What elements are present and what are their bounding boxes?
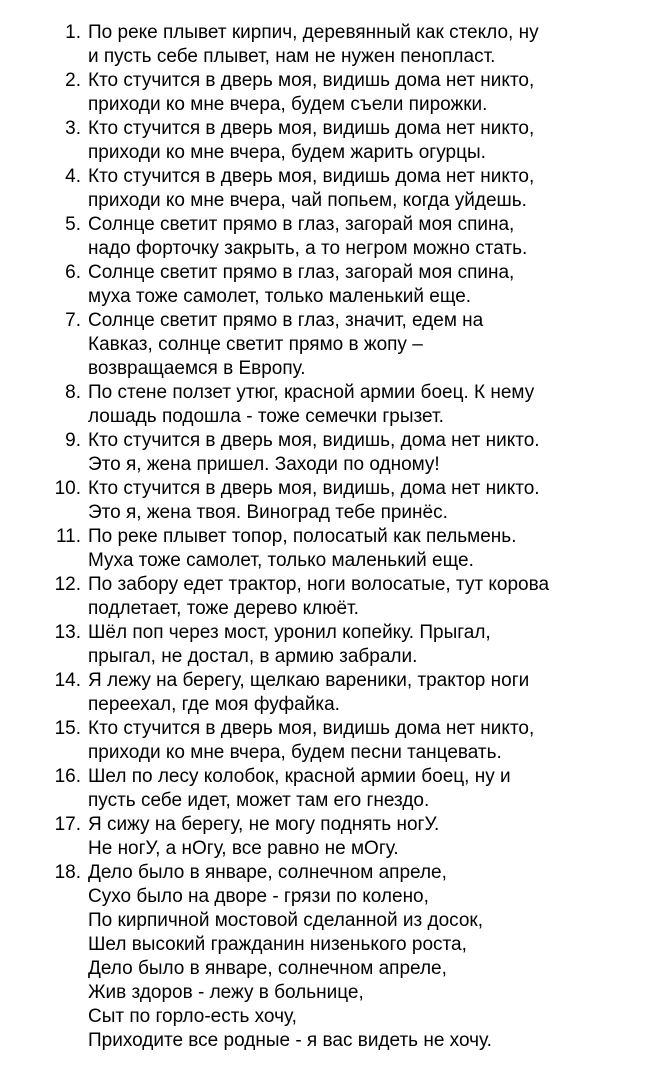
item-text-line: Сухо было на дворе - грязи по колено, bbox=[88, 886, 429, 907]
item-text-line: Кто стучится в дверь моя, видишь, дома нет никто. bbox=[88, 478, 540, 499]
item-text-line: Шел по лесу колобок, красной армии боец, ну и bbox=[88, 766, 511, 787]
item-number: 17. bbox=[54, 814, 81, 835]
item-number: 4. bbox=[65, 166, 81, 187]
item-text-line: Кто стучится в дверь моя, видишь дома нет никто, bbox=[88, 118, 535, 139]
list-item bbox=[0, 69, 653, 117]
item-number: 2. bbox=[65, 70, 81, 91]
item-number: 9. bbox=[65, 430, 81, 451]
numbered-list bbox=[0, 21, 653, 1053]
list-item bbox=[0, 525, 653, 573]
item-text-line: пусть себе идет, может там его гнездо. bbox=[88, 790, 430, 811]
item-text-line: прыгал, не достал, в армию забрали. bbox=[88, 646, 418, 667]
item-number: 18. bbox=[54, 862, 81, 883]
list-item bbox=[0, 213, 653, 261]
item-text-line: приходи ко мне вчера, будем жарить огурцы. bbox=[88, 142, 486, 163]
item-number: 6. bbox=[65, 262, 81, 283]
item-text-line: Жив здоров - лежу в больнице, bbox=[88, 982, 364, 1003]
item-number: 3. bbox=[65, 118, 81, 139]
item-text-line: переехал, где моя фуфайка. bbox=[88, 694, 340, 715]
item-number: 5. bbox=[65, 214, 81, 235]
item-text-line: По реке плывет кирпич, деревянный как стекло, ну bbox=[88, 22, 539, 43]
list-item bbox=[0, 765, 653, 813]
list-item bbox=[0, 813, 653, 861]
item-text-line: приходи ко мне вчера, будем песни танцевать. bbox=[88, 742, 502, 763]
list-item bbox=[0, 309, 653, 381]
list-item bbox=[0, 573, 653, 621]
item-text-line: Кто стучится в дверь моя, видишь дома нет никто, bbox=[88, 166, 535, 187]
item-text-line: приходи ко мне вчера, чай попьем, когда уйдешь. bbox=[88, 190, 527, 211]
item-number: 1. bbox=[65, 22, 81, 43]
item-text-line: лошадь подошла - тоже семечки грызет. bbox=[88, 406, 444, 427]
item-text-line: Шел высокий гражданин низенького роста, bbox=[88, 934, 467, 955]
list-item bbox=[0, 21, 653, 69]
item-number: 16. bbox=[54, 766, 81, 787]
item-number: 15. bbox=[54, 718, 81, 739]
list-item bbox=[0, 861, 653, 1053]
item-text-line: приходи ко мне вчера, будем съели пирожки. bbox=[88, 94, 488, 115]
item-text-line: надо форточку закрыть, а то негром можно стать. bbox=[88, 238, 528, 259]
item-text-line: Солнце светит прямо в глаз, значит, едем на bbox=[88, 310, 484, 331]
item-text-line: Кавказ, солнце светит прямо в жопу – bbox=[88, 334, 423, 355]
item-text-line: По стене ползет утюг, красной армии боец. К нему bbox=[88, 382, 535, 403]
item-text-line: Сыт по горло-есть хочу, bbox=[88, 1006, 297, 1027]
item-text-line: Шёл поп через мост, уронил копейку. Прыгал, bbox=[88, 622, 491, 643]
list-item bbox=[0, 669, 653, 717]
item-text-line: Кто стучится в дверь моя, видишь дома нет никто, bbox=[88, 718, 535, 739]
item-text-line: Я лежу на берегу, щелкаю вареники, трактор ноги bbox=[88, 670, 530, 691]
list-item bbox=[0, 261, 653, 309]
item-number: 13. bbox=[54, 622, 81, 643]
list-item bbox=[0, 117, 653, 165]
item-number: 12. bbox=[54, 574, 81, 595]
item-number: 11. bbox=[55, 526, 81, 547]
item-text-line: Дело было в январе, солнечном апреле, bbox=[88, 862, 447, 883]
list-item bbox=[0, 429, 653, 477]
item-text-line: Дело было в январе, солнечном апреле, bbox=[88, 958, 447, 979]
item-text-line: По кирпичной мостовой сделанной из досок, bbox=[88, 910, 484, 931]
list-item bbox=[0, 621, 653, 669]
item-text-line: Муха тоже самолет, только маленький еще. bbox=[88, 550, 474, 571]
item-text-line: По забору едет трактор, ноги волосатые, тут корова bbox=[88, 574, 550, 595]
item-number: 7. bbox=[65, 310, 81, 331]
item-text-line: Не ногУ, а нОгу, все равно не мОгу. bbox=[88, 838, 399, 859]
item-text-line: Это я, жена твоя. Виноград тебе принёс. bbox=[88, 502, 448, 523]
list-item bbox=[0, 381, 653, 429]
list-item bbox=[0, 717, 653, 765]
item-text-line: Я сижу на берегу, не могу поднять ногУ. bbox=[88, 814, 440, 835]
item-text-line: Солнце светит прямо в глаз, загорай моя спина, bbox=[88, 214, 515, 235]
item-text-line: Это я, жена пришел. Заходи по одному! bbox=[88, 454, 440, 475]
item-number: 8. bbox=[65, 382, 81, 403]
item-text-line: Кто стучится в дверь моя, видишь дома нет никто, bbox=[88, 70, 535, 91]
item-number: 10. bbox=[54, 478, 81, 499]
item-text-line: Приходите все родные - я вас видеть не хочу. bbox=[88, 1030, 492, 1051]
item-text-line: По реке плывет топор, полосатый как пельмень. bbox=[88, 526, 517, 547]
item-number: 14. bbox=[54, 670, 81, 691]
list-item bbox=[0, 165, 653, 213]
item-text-line: Кто стучится в дверь моя, видишь, дома нет никто. bbox=[88, 430, 540, 451]
item-text-line: и пусть себе плывет, нам не нужен пенопласт. bbox=[88, 46, 496, 67]
item-text-line: Солнце светит прямо в глаз, загорай моя спина, bbox=[88, 262, 515, 283]
item-text-line: муха тоже самолет, только маленький еще. bbox=[88, 286, 472, 307]
item-text-line: подлетает, тоже дерево клюёт. bbox=[88, 598, 359, 619]
item-text-line: возвращаемся в Европу. bbox=[88, 358, 306, 379]
list-item bbox=[0, 477, 653, 525]
